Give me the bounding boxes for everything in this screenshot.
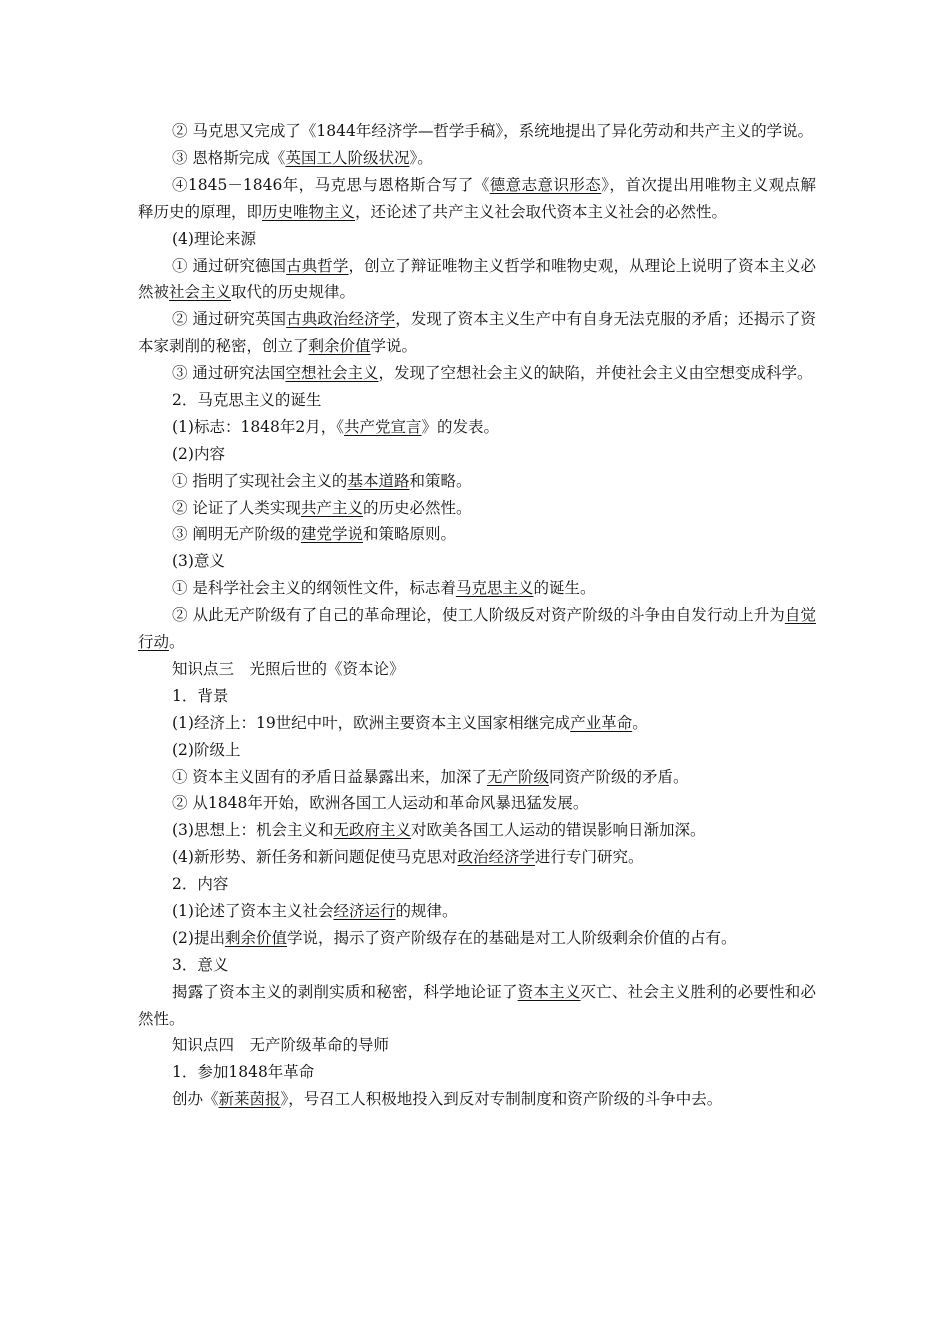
underlined-term: 基本道路 xyxy=(347,471,410,490)
text-segment: 。 xyxy=(632,713,648,732)
text-segment: 》，号召工人积极地投入到反对专制制度和资产阶级的斗争中去。 xyxy=(280,1090,723,1109)
text-segment: 2．马克思主义的诞生 xyxy=(172,391,322,410)
text-segment: ④1845－1846年，马克思与恩格斯合写了《 xyxy=(172,175,490,194)
text-segment: (1)标志：1848年2月，《 xyxy=(172,417,345,436)
text-segment: ③ 恩格斯完成《 xyxy=(172,148,286,167)
text-segment: 和策略。 xyxy=(409,471,472,490)
text-segment: 》。 xyxy=(409,148,433,167)
text-segment: ② 马克思又完成了《1844年经济学—哲学手稿》，系统地提出了异化劳动和共产主义的学说。 xyxy=(172,122,814,140)
text-segment: (1)论述了资本主义社会 xyxy=(172,901,334,920)
text-segment: (2)内容 xyxy=(172,444,225,463)
text-segment: ② 通过研究英国 xyxy=(172,310,287,329)
text-segment: 的诞生。 xyxy=(533,579,596,598)
text-line xyxy=(138,737,816,764)
text-segment: 学说。 xyxy=(370,337,418,356)
underlined-term: 英国工人阶级状况 xyxy=(285,148,410,167)
text-line xyxy=(138,790,816,817)
text-segment: ③ 阐明无产阶级的 xyxy=(172,525,301,544)
underlined-term: 古典哲学 xyxy=(286,256,349,275)
text-line xyxy=(138,710,816,737)
text-segment: (4)新形势、新任务和新问题促使马克思对 xyxy=(172,848,458,867)
text-line xyxy=(138,602,816,656)
text-segment: 3．意义 xyxy=(172,955,229,974)
text-line xyxy=(138,253,816,307)
text-segment: 的规律。 xyxy=(395,901,458,920)
underlined-term: 无政府主义 xyxy=(333,821,411,840)
text-segment: ，创立了辩证唯物主义哲学和唯物史观，从理论上说明了资本主义必然被 xyxy=(138,256,816,302)
text-segment: (2)提出 xyxy=(172,928,225,947)
text-segment: 》，首次提出用唯物主义观点解释历史的原理，即 xyxy=(138,175,816,221)
text-segment: 2．内容 xyxy=(172,875,229,894)
text-line xyxy=(138,1032,816,1059)
text-segment: 取代的历史规律。 xyxy=(231,283,356,302)
underlined-term: 古典政治经济学 xyxy=(286,310,396,329)
underlined-term: 历史唯物主义 xyxy=(262,202,356,221)
text-segment: 对欧美各国工人运动的错误影响日渐加深。 xyxy=(410,821,706,840)
text-segment: 和策略原则。 xyxy=(362,525,456,544)
text-line xyxy=(138,414,816,441)
text-line xyxy=(138,656,816,683)
text-line xyxy=(138,952,816,979)
text-line xyxy=(138,844,816,871)
text-segment: (3)意义 xyxy=(172,552,225,571)
text-segment: ② 从此无产阶级有了自己的革命理论，使工人阶级反对资产阶级的斗争由自发行动上升为 xyxy=(172,606,785,625)
text-segment: ① 指明了实现社会主义的 xyxy=(172,471,348,490)
text-segment: 进行专门研究。 xyxy=(534,848,644,867)
text-segment: 创办《 xyxy=(172,1090,219,1109)
underlined-term: 经济运行 xyxy=(333,901,396,920)
text-segment: ② 论证了人类实现 xyxy=(172,498,301,517)
text-line xyxy=(138,118,816,145)
text-line xyxy=(138,468,816,495)
underlined-term: 自觉行动 xyxy=(138,606,816,652)
underlined-term: 剩余价值 xyxy=(224,928,287,947)
text-line xyxy=(138,226,816,253)
underlined-term: 马克思主义 xyxy=(455,579,534,598)
text-line xyxy=(138,817,816,844)
text-line xyxy=(138,145,816,172)
text-segment: ，还论述了共产主义社会取代资本主义社会的必然性。 xyxy=(355,202,728,221)
text-line xyxy=(138,495,816,522)
text-segment: 1．参加1848年革命 xyxy=(172,1063,315,1082)
text-line xyxy=(138,575,816,602)
text-segment: ② 从1848年开始，欧洲各国工人运动和革命风暴迅猛发展。 xyxy=(172,794,589,813)
text-line xyxy=(138,521,816,548)
text-segment: (1)经济上：19世纪中叶，欧洲主要资本主义国家相继完成 xyxy=(172,713,571,732)
document-body xyxy=(138,118,816,1113)
text-line xyxy=(138,306,816,360)
underlined-term: 资本主义 xyxy=(517,982,581,1001)
underlined-term: 政治经济学 xyxy=(457,848,535,867)
text-line xyxy=(138,1059,816,1086)
underlined-term: 共产党宣言 xyxy=(344,417,422,436)
underlined-term: 产业革命 xyxy=(570,713,633,732)
underlined-term: 剩余价值 xyxy=(308,337,371,356)
text-line xyxy=(138,172,816,226)
text-line xyxy=(138,898,816,925)
text-segment: ① 是科学社会主义的纲领性文件，标志着 xyxy=(172,579,456,598)
text-line xyxy=(138,441,816,468)
text-segment: (2)阶级上 xyxy=(172,740,241,759)
underlined-term: 新莱茵报 xyxy=(218,1090,281,1109)
text-line xyxy=(138,548,816,575)
text-segment: 同资产阶级的矛盾。 xyxy=(548,767,689,786)
text-line xyxy=(138,979,816,1033)
text-segment: 揭露了资本主义的剥削实质和秘密，科学地论证了 xyxy=(172,982,518,1001)
text-line xyxy=(138,764,816,791)
text-segment: ① 通过研究德国 xyxy=(172,256,287,275)
underlined-term: 共产主义 xyxy=(300,498,363,517)
text-segment: 。 xyxy=(169,633,185,652)
text-segment: 灭亡、社会主义胜利的必要性和必然性。 xyxy=(138,982,816,1028)
text-segment: 的历史必然性。 xyxy=(362,498,472,517)
text-segment: 知识点三 光照后世的《资本论》 xyxy=(172,659,405,678)
text-segment: 》的发表。 xyxy=(421,417,500,436)
text-line xyxy=(138,387,816,414)
underlined-term: 社会主义 xyxy=(169,283,232,302)
text-line xyxy=(138,683,816,710)
text-segment: ，发现了资本主义生产中有自身无法克服的矛盾；还揭示了资本家剥削的秘密，创立了 xyxy=(138,310,816,356)
text-segment: 学说，揭示了资产阶级存在的基础是对工人阶级剩余价值的占有。 xyxy=(286,928,737,947)
text-segment: ③ 通过研究法国 xyxy=(172,364,286,383)
text-segment: 1．背景 xyxy=(172,686,229,705)
text-segment: (3)思想上：机会主义和 xyxy=(172,821,334,840)
text-line xyxy=(138,871,816,898)
text-line xyxy=(138,360,816,387)
underlined-term: 空想社会主义 xyxy=(285,364,379,383)
underlined-term: 建党学说 xyxy=(300,525,363,544)
text-segment: ① 资本主义固有的矛盾日益暴露出来，加深了 xyxy=(172,767,487,786)
underlined-term: 德意志意识形态 xyxy=(489,175,602,194)
text-line xyxy=(138,925,816,952)
text-line xyxy=(138,1086,816,1113)
text-segment: ，发现了空想社会主义的缺陷，并使社会主义由空想变成科学。 xyxy=(378,364,813,383)
text-segment: 知识点四 无产阶级革命的导师 xyxy=(172,1036,390,1055)
text-segment: (4)理论来源 xyxy=(172,229,256,248)
underlined-term: 无产阶级 xyxy=(486,767,549,786)
